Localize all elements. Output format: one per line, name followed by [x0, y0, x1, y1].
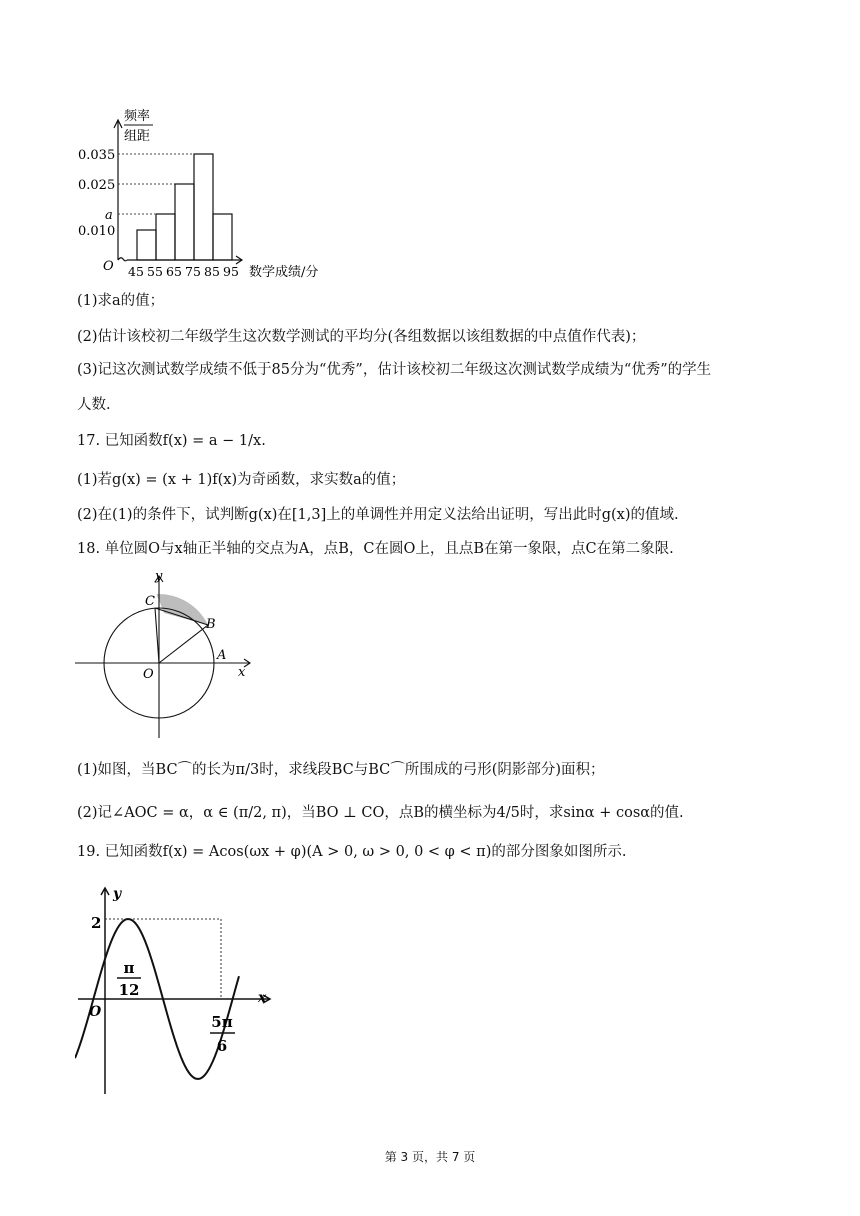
- histogram-xlabel: 数学成绩/分: [249, 265, 319, 280]
- histogram-bar-45-55: [137, 230, 156, 260]
- wave-label-x: x: [258, 990, 267, 1006]
- histogram-ytick: a: [105, 208, 113, 223]
- q16-part3-line2: 人数.: [77, 397, 111, 413]
- histogram-bar-85-95: [213, 214, 232, 260]
- shaded-segment: [157, 594, 209, 625]
- q19-stem: 19. 已知函数f(x) = Acos(ωx + φ)(A > 0, ω > 0, 0 < φ < π)的部分图象如图所示.: [77, 844, 627, 860]
- unit-circle-figure: [75, 568, 265, 740]
- histogram-ytick: 0.010: [78, 224, 116, 239]
- circle-label-O: O: [143, 667, 154, 682]
- tick1-denominator: 12: [118, 981, 140, 999]
- wave-max-value: 2: [91, 914, 102, 932]
- q18-stem: 18. 单位圆O与x轴正半轴的交点为A，点B，C在圆O上，且点B在第一象限，点C在第二象限.: [77, 541, 674, 557]
- histogram-ytick: 0.025: [78, 178, 116, 193]
- histogram-origin: O: [103, 259, 114, 274]
- circle-label-B: B: [206, 617, 216, 632]
- histogram-axis-break: [118, 258, 127, 261]
- tick1-numerator: π: [123, 959, 135, 977]
- circle-label-y: y: [155, 569, 163, 584]
- histogram-xtick: 65: [166, 264, 182, 279]
- circle-label-A: A: [217, 648, 227, 663]
- segment-OC: [155, 608, 159, 663]
- histogram-bar-65-75: [175, 184, 194, 260]
- histogram-ytick: 0.035: [78, 148, 116, 163]
- circle-label-x: x: [238, 665, 246, 680]
- q17-part2: (2)在(1)的条件下，试判断g(x)在[1,3]上的单调性并用定义法给出证明，写出此时g(x)的值域.: [77, 507, 679, 523]
- frequency-histogram: [75, 100, 345, 285]
- q17-stem: 17. 已知函数f(x) = a − 1/x.: [77, 433, 266, 449]
- q16-part3-line1: (3)记这次测试数学成绩不低于85分为“优秀”，估计该校初二年级这次测试数学成绩为“优秀”的学生: [77, 362, 712, 378]
- histogram-bar-75-85: [194, 154, 213, 260]
- histogram-ylabel-bottom: 组距: [124, 129, 151, 144]
- q16-part1: (1)求a的值；: [77, 293, 165, 309]
- wave-label-origin: O: [89, 1004, 102, 1020]
- histogram-xtick: 55: [147, 264, 163, 279]
- histogram-xtick: 95: [223, 264, 239, 279]
- histogram-ylabel-top: 频率: [124, 109, 151, 124]
- q17-part1: (1)若g(x) = (x + 1)f(x)为奇函数，求实数a的值；: [77, 472, 406, 488]
- tick2-denominator: 6: [216, 1037, 228, 1055]
- q16-part2: (2)估计该校初二年级学生这次数学测试的平均分(各组数据以该组数据的中点值作代表)；: [77, 329, 646, 345]
- histogram-xtick: 45: [128, 264, 144, 279]
- cosine-wave-figure: [75, 882, 280, 1097]
- page-footer: 第 3 页，共 7 页: [384, 1150, 476, 1164]
- q18-part1: (1)如图，当BC⌒的长为π/3时，求线段BC与BC⌒所围成的弓形(阴影部分)面积；: [77, 762, 605, 778]
- segment-OB: [159, 625, 208, 663]
- histogram-xtick: 75: [185, 264, 201, 279]
- circle-label-C: C: [145, 594, 155, 609]
- histogram-xtick: 85: [204, 264, 220, 279]
- histogram-bar-55-65: [156, 214, 175, 260]
- tick2-numerator: 5π: [211, 1013, 233, 1031]
- q18-part2: (2)记∠AOC = α，α ∈ (π/2, π)，当BO ⊥ CO，点B的横坐标为4/5时，求sinα + cosα的值.: [77, 805, 684, 821]
- wave-label-y: y: [113, 886, 122, 902]
